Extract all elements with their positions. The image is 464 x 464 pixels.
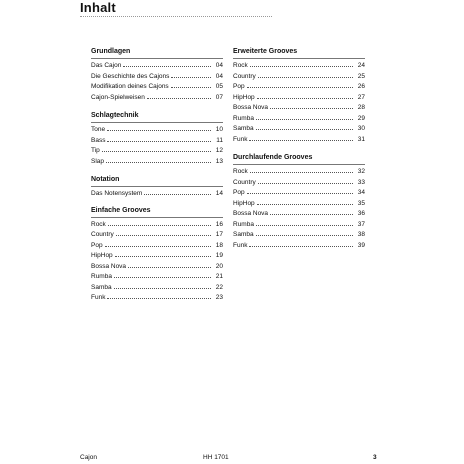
title-divider bbox=[80, 16, 272, 17]
section-rule bbox=[91, 217, 223, 218]
section-title: Erweiterte Grooves bbox=[233, 48, 298, 55]
dot-leader bbox=[107, 135, 211, 142]
dot-leader bbox=[256, 229, 353, 236]
entry-label: Rumba bbox=[233, 114, 254, 122]
section-rule bbox=[91, 122, 223, 123]
toc-section-durchlaufende-grooves bbox=[233, 153, 365, 250]
entry-page: 11 bbox=[216, 136, 223, 144]
entry-page: 12 bbox=[215, 147, 223, 154]
entry-label: Samba bbox=[91, 283, 112, 291]
toc-entry[interactable] bbox=[91, 60, 223, 71]
dot-leader bbox=[247, 187, 353, 194]
dot-leader bbox=[250, 60, 353, 67]
entry-page: 05 bbox=[215, 83, 223, 90]
entry-page: 24 bbox=[357, 62, 365, 69]
dot-leader bbox=[147, 92, 211, 99]
dot-leader bbox=[106, 156, 211, 163]
entry-page: 23 bbox=[215, 294, 223, 301]
section-title: Einfache Grooves bbox=[91, 206, 151, 214]
toc-entry[interactable] bbox=[91, 292, 223, 303]
entry-label: Rock bbox=[233, 168, 248, 175]
entry-page: 27 bbox=[357, 93, 365, 101]
toc-entry[interactable] bbox=[233, 187, 365, 198]
entry-label: Bossa Nova bbox=[91, 262, 127, 270]
entry-label: Modifikation deines Cajons bbox=[91, 83, 169, 90]
entry-label: Slap bbox=[91, 157, 105, 165]
toc-entry[interactable] bbox=[233, 208, 365, 219]
toc-entry[interactable] bbox=[91, 261, 223, 272]
dot-leader bbox=[258, 71, 353, 78]
entry-page: 18 bbox=[215, 241, 223, 249]
entry-label: HipHop bbox=[233, 93, 255, 101]
section-rule bbox=[91, 186, 223, 187]
entry-page: 13 bbox=[215, 157, 223, 165]
entry-page: 33 bbox=[357, 178, 365, 186]
entry-page: 31 bbox=[357, 135, 365, 143]
dot-leader bbox=[256, 113, 353, 120]
dot-leader bbox=[249, 240, 353, 247]
toc-section-erweiterte-grooves bbox=[233, 47, 365, 144]
entry-label: Bossa Nova bbox=[233, 104, 269, 111]
entry-page: 38 bbox=[357, 231, 365, 238]
toc-entry[interactable] bbox=[233, 92, 365, 103]
dot-leader bbox=[247, 81, 353, 88]
section-title: Notation bbox=[91, 176, 120, 183]
toc-entry[interactable] bbox=[91, 135, 223, 146]
dot-leader bbox=[256, 123, 353, 130]
entry-page: 30 bbox=[357, 125, 365, 132]
dot-leader bbox=[256, 219, 353, 226]
entry-label: Funk bbox=[233, 135, 248, 143]
section-rule bbox=[91, 58, 223, 59]
entry-label: Tip bbox=[91, 147, 100, 154]
toc-entry[interactable] bbox=[91, 271, 223, 282]
toc-section-notation bbox=[91, 175, 223, 199]
dot-leader bbox=[270, 102, 353, 109]
entry-page: 19 bbox=[215, 252, 223, 259]
toc-entry[interactable] bbox=[233, 166, 365, 177]
toc-entry[interactable] bbox=[91, 156, 223, 167]
toc-entry[interactable] bbox=[91, 229, 223, 240]
entry-page: 25 bbox=[357, 72, 365, 80]
entry-page: 14 bbox=[215, 190, 223, 197]
dot-leader bbox=[123, 60, 211, 67]
entry-label: Rumba bbox=[91, 273, 112, 280]
page-title: Inhalt bbox=[80, 0, 116, 15]
entry-label: Funk bbox=[91, 294, 106, 301]
entry-label: Pop bbox=[233, 189, 245, 196]
dot-leader bbox=[107, 124, 211, 131]
entry-label: Samba bbox=[233, 125, 254, 132]
entry-page: 37 bbox=[357, 220, 365, 228]
toc-entry[interactable] bbox=[91, 124, 223, 135]
entry-label: Country bbox=[233, 72, 256, 80]
dot-leader bbox=[270, 208, 353, 215]
footer-page-number: 3 bbox=[373, 454, 377, 461]
dot-leader bbox=[116, 229, 211, 236]
entry-label: Funk bbox=[233, 241, 248, 249]
entry-label: Samba bbox=[233, 231, 254, 238]
entry-page: 36 bbox=[357, 210, 365, 217]
entry-label: Bass bbox=[91, 136, 106, 144]
dot-leader bbox=[257, 198, 353, 205]
entry-page: 35 bbox=[357, 199, 365, 207]
toc-right-column bbox=[233, 47, 365, 250]
toc-entry[interactable] bbox=[233, 134, 365, 145]
entry-page: 21 bbox=[215, 273, 223, 280]
entry-page: 39 bbox=[357, 241, 365, 249]
toc-entry[interactable] bbox=[91, 219, 223, 230]
entry-label: Country bbox=[233, 178, 256, 186]
toc-entry[interactable] bbox=[233, 229, 365, 240]
toc-entry[interactable] bbox=[233, 240, 365, 251]
entry-label: HipHop bbox=[91, 252, 113, 259]
entry-label: Rumba bbox=[233, 220, 254, 228]
toc-entry[interactable] bbox=[91, 240, 223, 251]
dot-leader bbox=[114, 271, 211, 278]
entry-label: Bossa Nova bbox=[233, 210, 269, 217]
entry-label: Cajon-Spielweisen bbox=[91, 93, 145, 101]
section-title: Durchlaufende Grooves bbox=[233, 154, 313, 161]
entry-page: 04 bbox=[215, 72, 223, 80]
entry-label: Country bbox=[91, 231, 114, 238]
dot-leader bbox=[144, 188, 211, 195]
dot-leader bbox=[105, 240, 211, 247]
toc-entry[interactable] bbox=[233, 177, 365, 188]
dot-leader bbox=[171, 81, 211, 88]
toc-entry[interactable] bbox=[233, 102, 365, 113]
entry-page: 29 bbox=[357, 114, 365, 122]
footer-catalog-number: HH 1701 bbox=[203, 454, 229, 461]
entry-label: Pop bbox=[91, 241, 103, 249]
entry-page: 17 bbox=[215, 231, 223, 238]
entry-page: 20 bbox=[215, 262, 223, 270]
dot-leader bbox=[249, 134, 353, 141]
entry-label: HipHop bbox=[233, 199, 255, 207]
toc-section-einfache-grooves bbox=[91, 206, 223, 303]
entry-page: 28 bbox=[357, 104, 365, 111]
entry-page: 04 bbox=[215, 62, 223, 69]
footer-book-title: Cajon bbox=[80, 454, 97, 461]
entry-label: Rock bbox=[91, 220, 106, 228]
dot-leader bbox=[114, 282, 211, 289]
entry-label: Das Cajon bbox=[91, 62, 122, 69]
toc-entry[interactable] bbox=[91, 71, 223, 82]
toc-entry[interactable] bbox=[233, 81, 365, 92]
dot-leader bbox=[102, 145, 211, 152]
section-rule bbox=[233, 58, 365, 59]
entry-page: 10 bbox=[215, 126, 223, 133]
entry-page: 26 bbox=[357, 83, 365, 90]
toc-entry[interactable] bbox=[233, 198, 365, 209]
entry-page: 07 bbox=[215, 93, 223, 101]
toc-entry[interactable] bbox=[91, 92, 223, 103]
toc-entry[interactable] bbox=[233, 113, 365, 124]
section-title: Schlagtechnik bbox=[91, 112, 139, 119]
dot-leader bbox=[171, 71, 211, 78]
dot-leader bbox=[128, 261, 211, 268]
toc-entry[interactable] bbox=[233, 219, 365, 230]
toc-entry[interactable] bbox=[91, 81, 223, 92]
toc-entry[interactable] bbox=[91, 250, 223, 261]
toc-section-schlagtechnik bbox=[91, 111, 223, 166]
toc-entry[interactable] bbox=[91, 145, 223, 156]
entry-page: 32 bbox=[357, 168, 365, 175]
dot-leader bbox=[258, 177, 353, 184]
toc-left-column bbox=[91, 47, 223, 303]
toc-entry[interactable] bbox=[233, 71, 365, 82]
entry-page: 16 bbox=[215, 220, 223, 228]
entry-label: Pop bbox=[233, 83, 245, 90]
toc-entry[interactable] bbox=[91, 282, 223, 293]
dot-leader bbox=[115, 250, 211, 257]
entry-page: 34 bbox=[357, 189, 365, 196]
entry-label: Rock bbox=[233, 62, 248, 69]
entry-page: 22 bbox=[215, 283, 223, 291]
toc-entry[interactable] bbox=[91, 188, 223, 199]
dot-leader bbox=[108, 219, 211, 226]
dot-leader bbox=[107, 292, 211, 299]
dot-leader bbox=[257, 92, 353, 99]
toc-section-grundlagen bbox=[91, 47, 223, 102]
dot-leader bbox=[250, 166, 353, 173]
section-title: Grundlagen bbox=[91, 48, 131, 55]
toc-entry[interactable] bbox=[233, 60, 365, 71]
section-rule bbox=[233, 164, 365, 165]
entry-label: Das Notensystem bbox=[91, 190, 143, 197]
toc-entry[interactable] bbox=[233, 123, 365, 134]
entry-label: Die Geschichte des Cajons bbox=[91, 72, 170, 80]
entry-label: Tone bbox=[91, 126, 106, 133]
